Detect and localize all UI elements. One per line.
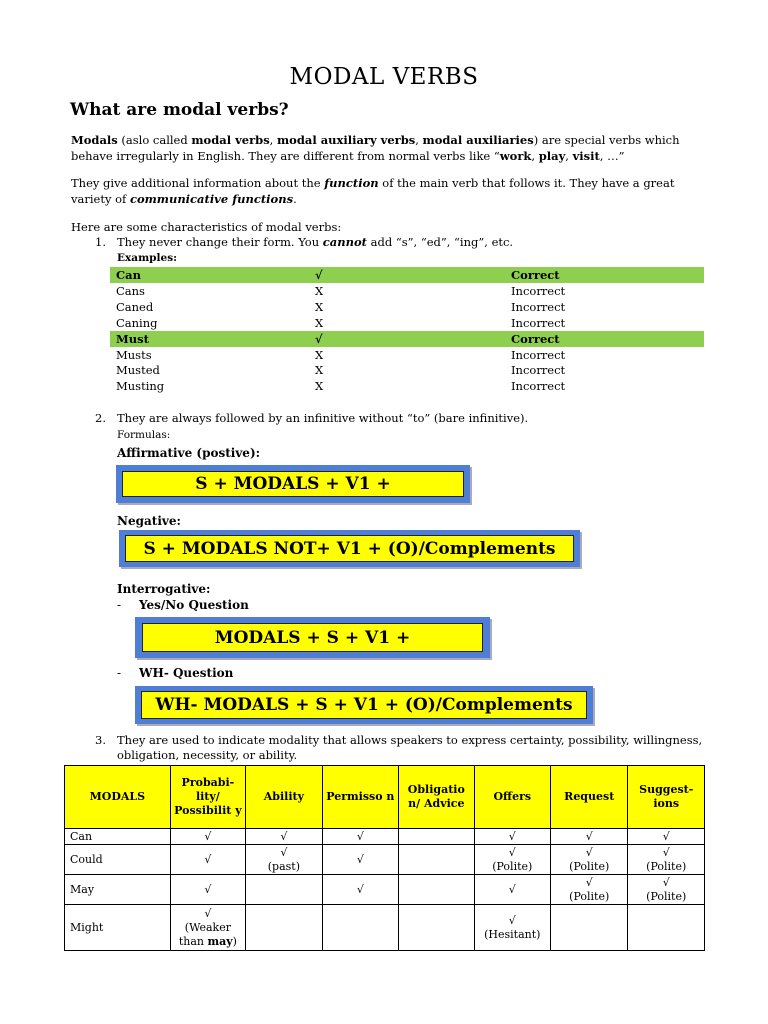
table-header-cell: Offers	[474, 766, 550, 829]
text-fragment: They give additional information about the	[71, 176, 325, 190]
characteristics-intro: Here are some characteristics of modal verbs:	[71, 220, 342, 234]
example-row	[110, 378, 704, 394]
term-function: function	[324, 176, 379, 190]
cell-note	[171, 921, 245, 949]
example-mark: X	[315, 363, 324, 377]
text-fragment: behave irregularly in English. They are different from normal verbs like “	[71, 149, 500, 163]
text-fragment: ,	[531, 149, 539, 163]
affirmative-label: Affirmative (postive):	[117, 446, 261, 460]
text-fragment: ) are special verbs which	[533, 133, 680, 147]
term-modal-auxiliary-verbs: modal auxiliary verbs	[276, 133, 416, 147]
note-text: (Hesitant)	[484, 927, 541, 941]
table-cell	[551, 875, 628, 905]
text-fragment: ,	[565, 149, 573, 163]
section-heading: What are modal verbs?	[70, 100, 289, 120]
term-modals: Modals	[71, 133, 118, 147]
table-cell	[474, 875, 550, 905]
wh-formula: WH- MODALS + S + V1 + (O)/Complements	[141, 691, 587, 719]
example-result: Incorrect	[511, 379, 566, 393]
item-number: 3.	[95, 733, 106, 747]
note-text: (Polite)	[569, 889, 610, 903]
intro-paragraph	[71, 132, 711, 164]
example-mark: X	[315, 379, 324, 393]
yesno-formula: MODALS + S + V1 +	[142, 623, 483, 652]
example-word: Musts	[116, 348, 152, 362]
example-mark: X	[315, 284, 324, 298]
cell-note	[475, 928, 550, 942]
check-mark: √	[585, 845, 593, 859]
table-cell	[246, 875, 322, 905]
interrogative-label: Interrogative:	[117, 582, 211, 596]
example-mark: X	[315, 348, 324, 362]
item3-line-2: obligation, necessity, or ability.	[117, 748, 298, 762]
item1-text	[117, 235, 717, 250]
table-header-cell: Probabi-lity/ Possibilit y	[170, 766, 245, 829]
intro-line-2	[71, 148, 711, 164]
check-mark: √	[280, 845, 288, 859]
check-mark: √	[204, 882, 212, 896]
table-cell	[399, 829, 474, 845]
bullet-dash: -	[117, 598, 122, 612]
cell-note	[628, 860, 704, 874]
table-header-row	[65, 766, 705, 829]
term-communicative-functions: communicative functions	[129, 192, 294, 206]
example-row	[110, 283, 704, 299]
example-row	[110, 331, 704, 347]
info-line-2	[71, 191, 711, 207]
term-modal-auxiliaries: modal auxiliaries	[422, 133, 534, 147]
table-cell	[322, 905, 398, 951]
item3-text	[117, 733, 717, 763]
text-fragment: variety of	[71, 192, 130, 206]
negative-formula: S + MODALS NOT+ V1 + (O)/Complements	[125, 535, 574, 562]
table-cell	[170, 845, 245, 875]
example-result: Incorrect	[511, 363, 566, 377]
item2-text: They are always followed by an infinitive without “to” (bare infinitive).	[117, 411, 529, 425]
term-modal-verbs: modal verbs	[191, 133, 270, 147]
table-row	[65, 875, 705, 905]
check-mark: √	[356, 829, 364, 843]
text-fragment: add “s”, “ed”, “ing”, etc.	[366, 235, 514, 249]
table-body	[65, 829, 705, 951]
check-mark: √	[204, 852, 212, 866]
term-play: play	[538, 149, 566, 163]
negative-formula-box	[119, 530, 580, 567]
note-text: (Polite)	[646, 859, 687, 873]
cell-note	[246, 860, 321, 874]
note-text: (Polite)	[569, 859, 610, 873]
table-cell	[474, 829, 550, 845]
example-result: Incorrect	[511, 316, 566, 330]
table-cell	[551, 829, 628, 845]
example-mark: √	[315, 332, 323, 346]
table-header-cell: Request	[551, 766, 628, 829]
table-row	[65, 905, 705, 951]
intro-line-1	[71, 132, 711, 148]
check-mark: √	[508, 882, 516, 896]
text-fragment: , …”	[599, 149, 625, 163]
example-result: Incorrect	[511, 348, 566, 362]
check-mark: √	[662, 829, 670, 843]
example-word: Must	[116, 332, 149, 346]
modal-name-cell: Can	[65, 829, 171, 845]
wh-label: WH- Question	[139, 666, 234, 680]
term-cannot: cannot	[322, 235, 367, 249]
table-header-cell: Suggest-ions	[628, 766, 705, 829]
affirmative-formula: S + MODALS + V1 +	[122, 471, 464, 497]
modals-function-table	[64, 765, 705, 951]
table-cell	[399, 905, 474, 951]
page-title: MODAL VERBS	[289, 64, 479, 90]
table-cell	[170, 829, 245, 845]
examples-label: Examples:	[117, 252, 177, 264]
text-fragment: of the main verb that follows it. They have a great	[378, 176, 675, 190]
note-text: (Weaker than	[178, 920, 231, 948]
table-cell	[399, 845, 474, 875]
check-mark: √	[356, 852, 364, 866]
formulas-label: Formulas:	[117, 429, 171, 441]
check-mark: √	[508, 845, 516, 859]
check-mark: √	[280, 829, 288, 843]
yesno-label: Yes/No Question	[139, 598, 249, 612]
term-visit: visit	[572, 149, 600, 163]
note-tail: )	[232, 934, 237, 948]
example-row	[110, 347, 704, 363]
example-row	[110, 362, 704, 378]
item3-line-1: They are used to indicate modality that allows speakers to express certainty, possibility, willingness,	[117, 733, 703, 747]
example-word: Cans	[116, 284, 145, 298]
negative-label: Negative:	[117, 514, 181, 528]
cell-note	[475, 860, 550, 874]
table-cell	[628, 845, 705, 875]
text-fragment: ,	[269, 133, 277, 147]
cell-note	[551, 890, 627, 904]
cell-note	[628, 890, 704, 904]
example-word: Musted	[116, 363, 160, 377]
modal-name-cell: Might	[65, 905, 171, 951]
table-cell	[170, 875, 245, 905]
modal-name-cell: May	[65, 875, 171, 905]
text-fragment: (aslo called	[117, 133, 192, 147]
text-fragment: .	[293, 192, 297, 206]
note-text: (past)	[267, 859, 300, 873]
check-mark: √	[356, 882, 364, 896]
table-cell	[322, 845, 398, 875]
example-word: Caning	[116, 316, 158, 330]
wh-formula-box	[135, 686, 593, 724]
modal-name-cell: Could	[65, 845, 171, 875]
table-cell	[628, 829, 705, 845]
info-paragraph	[71, 175, 711, 207]
table-cell	[474, 845, 550, 875]
note-text: (Polite)	[646, 889, 687, 903]
table-cell	[246, 905, 322, 951]
example-mark: √	[315, 268, 323, 282]
example-word: Musting	[116, 379, 165, 393]
table-cell	[246, 829, 322, 845]
table-header-cell: Permisso n	[322, 766, 398, 829]
check-mark: √	[585, 829, 593, 843]
table-row	[65, 829, 705, 845]
example-word: Caned	[116, 300, 154, 314]
check-mark: √	[662, 875, 670, 889]
check-mark: √	[662, 845, 670, 859]
affirmative-formula-box	[116, 465, 470, 503]
example-result: Incorrect	[511, 300, 566, 314]
table-row	[65, 845, 705, 875]
example-row	[110, 267, 704, 283]
table-cell	[628, 905, 705, 951]
table-header-cell: Ability	[246, 766, 322, 829]
text-fragment: ,	[415, 133, 423, 147]
example-row	[110, 315, 704, 331]
table-cell	[246, 845, 322, 875]
table-header-cell: MODALS	[65, 766, 171, 829]
cell-note	[551, 860, 627, 874]
bullet-dash: -	[117, 666, 122, 680]
table-cell	[628, 875, 705, 905]
table-cell	[399, 875, 474, 905]
table-header-cell: Obligatio n/ Advice	[399, 766, 474, 829]
example-result: Correct	[511, 332, 560, 346]
check-mark: √	[585, 875, 593, 889]
example-mark: X	[315, 300, 324, 314]
example-mark: X	[315, 316, 324, 330]
example-result: Correct	[511, 268, 560, 282]
note-bold-term: may	[207, 934, 233, 948]
example-row	[110, 299, 704, 315]
info-line-1	[71, 175, 711, 191]
item-number: 1.	[95, 235, 106, 249]
check-mark: √	[508, 913, 516, 927]
note-text: (Polite)	[492, 859, 533, 873]
table-cell	[322, 875, 398, 905]
table-cell	[170, 905, 245, 951]
example-result: Incorrect	[511, 284, 566, 298]
text-fragment: They never change their form. You	[117, 235, 323, 249]
example-word: Can	[116, 268, 141, 282]
term-work: work	[499, 149, 532, 163]
check-mark: √	[508, 829, 516, 843]
table-cell	[551, 905, 628, 951]
table-cell	[474, 905, 550, 951]
item-number: 2.	[95, 411, 106, 425]
yesno-formula-box	[135, 617, 490, 658]
table-cell	[322, 829, 398, 845]
table-cell	[551, 845, 628, 875]
check-mark: √	[204, 829, 212, 843]
check-mark: √	[204, 906, 212, 920]
